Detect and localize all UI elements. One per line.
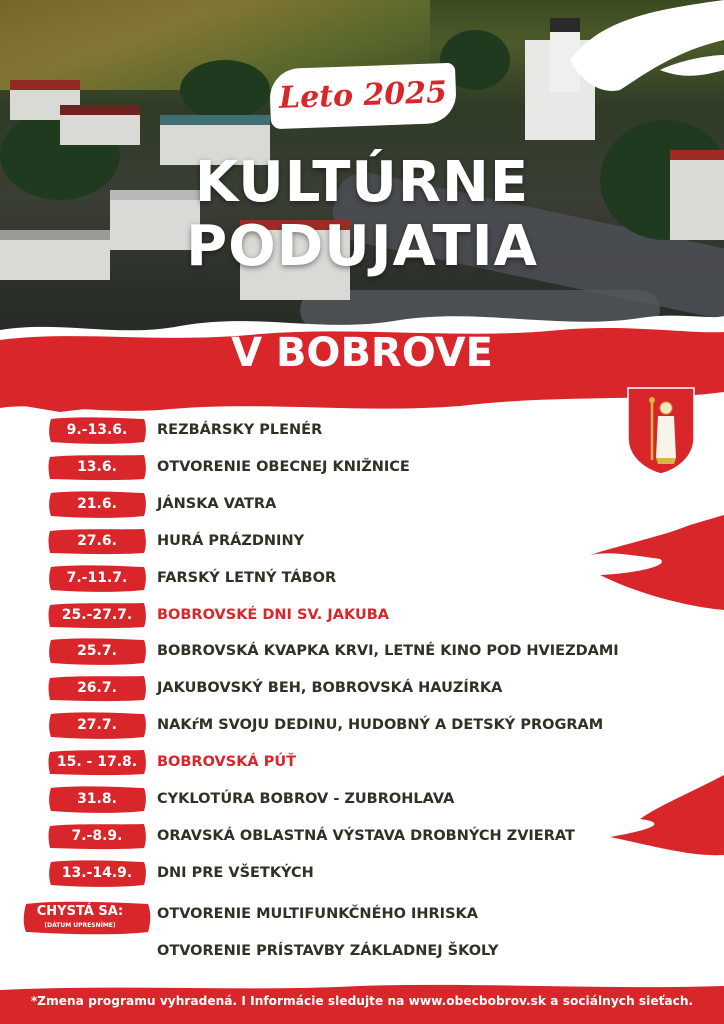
event-name: REZBÁRSKY PLENÉR [157,422,323,438]
upcoming-note: (DÁTUM UPRESNÍME) [44,922,116,929]
event-date: 7.-11.7. [66,569,128,586]
tree [180,60,270,120]
event-date: 21.6. [77,495,117,512]
upcoming-item: OTVORENIE MULTIFUNKČNÉHO IHRISKA [157,906,478,922]
event-name: DNI PRE VŠETKÝCH [157,864,314,881]
house [60,105,140,145]
date-badge [48,674,146,702]
event-date: 13.6. [77,458,117,475]
event-row [0,453,724,481]
date-badge [48,564,146,592]
event-row [0,822,724,850]
event-row [0,748,724,776]
event-date: 27.6. [77,532,117,549]
event-row [0,674,724,702]
event-date: 31.8. [77,791,117,807]
date-badge [48,822,146,850]
upcoming-badge [22,900,152,936]
event-row [0,637,724,665]
season-label: Leto 2025 [278,75,448,116]
event-row [0,711,724,739]
event-row [0,601,724,629]
upcoming-row [0,937,724,965]
event-name: JAKUBOVSKÝ BEH, BOBROVSKÁ HAUZÍRKA [157,680,503,697]
event-name: JÁNSKA VATRA [157,495,277,512]
event-date: 9.-13.6. [66,422,128,438]
date-badge [48,711,146,739]
poster-title-line2: PODUJATIA [186,214,538,279]
event-row [0,785,724,813]
footer-note: *Zmena programu vyhradená. I Informácie sledujte na www.obecbobrov.sk a sociálnych sieťach. [30,994,694,1008]
date-badge [48,637,146,665]
date-badge [48,785,146,813]
location-title: V BOBROVE [231,330,493,376]
date-badge [48,859,146,887]
event-name: BOBROVSKÁ PÚŤ [157,754,296,771]
date-badge [48,527,146,555]
event-row [0,527,724,555]
event-name: BOBROVSKÉ DNI SV. JAKUBA [157,606,389,623]
upcoming-row [0,900,724,928]
event-name: NAKŕM SVOJU DEDINU, HUDOBNÝ A DETSKÝ PROGRAM [157,717,604,734]
event-row [0,490,724,518]
event-date: 7.-8.9. [71,827,123,844]
date-badge [48,490,146,518]
event-name: CYKLOTÚRA BOBROV - ZUBROHLAVA [157,791,455,807]
event-row [0,859,724,887]
event-date: 27.7. [77,717,117,734]
poster-title-line1: KULTÚRNE [194,150,530,215]
date-badge [48,748,146,776]
date-badge [48,601,146,629]
upcoming-item: OTVORENIE PRÍSTAVBY ZÁKLADNEJ ŠKOLY [157,943,499,959]
event-date: 25.-27.7. [61,606,133,623]
event-row [0,416,724,444]
event-date: 25.7. [77,643,117,660]
event-date: 13.-14.9. [61,864,133,881]
white-brush-stroke [560,0,724,110]
event-name: BOBROVSKÁ KVAPKA KRVI, LETNÉ KINO POD HVIEZDAMI [157,643,619,660]
event-name: OTVORENIE OBECNEJ KNIŽNICE [157,458,410,475]
event-date: 26.7. [77,680,117,697]
event-row [0,564,724,592]
event-name: HURÁ PRÁZDNINY [157,532,305,549]
event-date: 15. - 17.8. [56,754,138,771]
event-name: ORAVSKÁ OBLASTNÁ VÝSTAVA DROBNÝCH ZVIERAT [157,827,575,844]
date-badge [48,416,146,444]
event-name: FARSKÝ LETNÝ TÁBOR [157,569,337,586]
date-badge [48,453,146,481]
upcoming-label: CHYSTÁ SA: [36,904,124,919]
